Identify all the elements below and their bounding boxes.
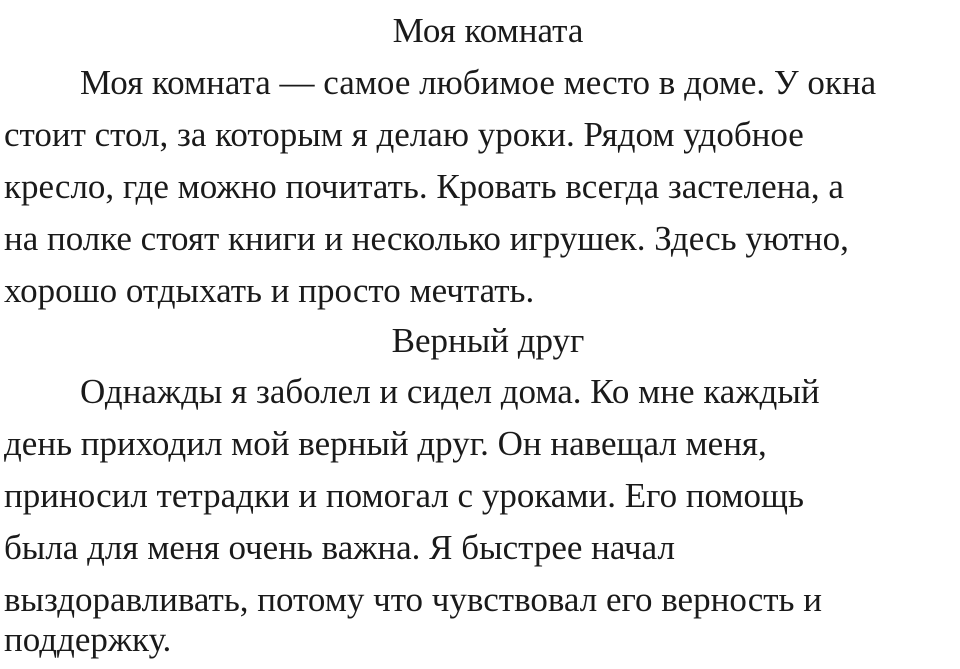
paragraph-line: Однажды я заболел и сидел дома. Ко мне каждый bbox=[80, 372, 820, 411]
paragraph-line: была для меня очень важна. Я быстрее начал bbox=[4, 528, 675, 567]
paragraph-line: выздоравливать, потому что чувствовал его верность и bbox=[4, 580, 822, 619]
section-title-true-friend: Верный друг bbox=[391, 321, 585, 360]
paragraph-line: приносил тетрадки и помогал с уроками. Его помощь bbox=[4, 476, 804, 515]
paragraph-line: хорошо отдыхать и просто мечтать. bbox=[4, 271, 535, 310]
paragraph-line: поддержку. bbox=[4, 620, 172, 659]
paragraph-line: день приходил мой верный друг. Он навещал меня, bbox=[4, 424, 767, 463]
paragraph-line: Моя комната — самое любимое место в доме. У окна bbox=[80, 63, 877, 102]
paragraph-line: кресло, где можно почитать. Кровать всегда застелена, а bbox=[4, 167, 844, 206]
section-title-my-room: Моя комната bbox=[392, 11, 584, 50]
paragraph-line: стоит стол, за которым я делаю уроки. Рядом удобное bbox=[4, 115, 804, 154]
paragraph-line: на полке стоят книги и несколько игрушек. Здесь уютно, bbox=[4, 219, 849, 258]
